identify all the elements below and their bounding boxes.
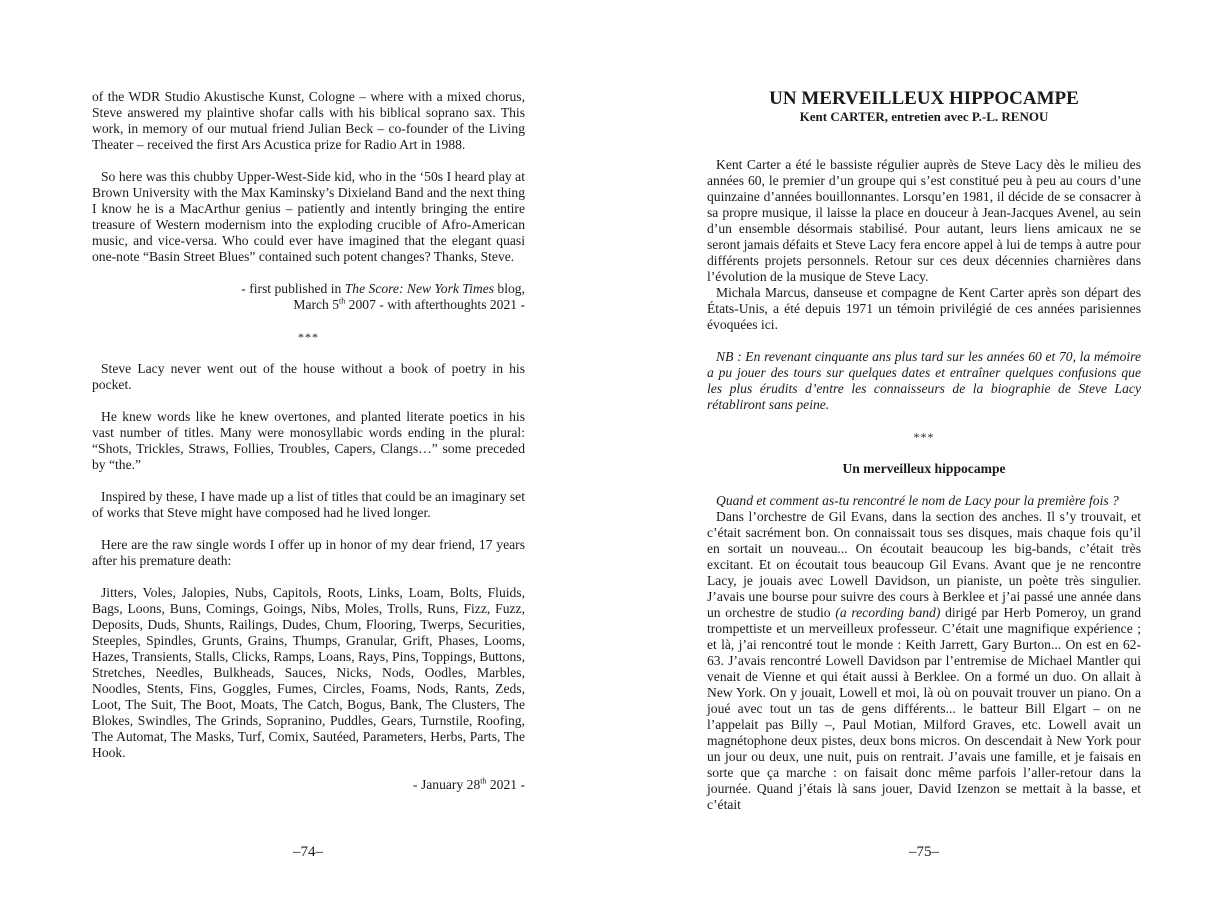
- interview-question: [707, 493, 1141, 509]
- left-page: [92, 0, 525, 912]
- answer-italic: (a recording band): [835, 605, 941, 620]
- credit-prefix: - first published in: [241, 281, 345, 296]
- interview-answer: [707, 509, 1141, 813]
- section-separator: ***: [913, 430, 935, 444]
- paragraph-titles: He knew words like he knew overtones, and planted literate poetics in his vast number of titles. Many were monosyllabic words ending in the plural: “Shots, Trickles, Straws, Follies, Troubles, Capers, Clangs…” some preceded by “the.”: [92, 409, 525, 472]
- word-list: Jitters, Voles, Jalopies, Nubs, Capitols, Roots, Links, Loam, Bolts, Fluids, Bags, Loons, Buns, Comings, Goings, Nibs, Moles, Trolls, Runs, Fizz, Fuzz, Deposits, Duds, Shunts, Railings, Dudes, Chum, Flooring, Twerps, Securities, Steeples, Spindles, Grunts, Grains, Thumps, Granular, Grift, Phases, Looms, Hazes, Transients, Stalls, Clicks, Ramps, Loans, Rays, Pins, Toppings, Buttons, Stretches, Needles, Bulkheads, Sauces, Nicks, Nods, Oodles, Marbles, Noodles, Stents, Fins, Goggles, Fumes, Circles, Foams, Nods, Rants, Zeds, Loot, The Suit, The Boot, Moats, The Catch, Bogus, Bank, The Clusters, The Blokes, Swindles, The Grinds, Sopranino, Puddles, Gears, Turnstile, Roofing, The Automat, The Masks, Turf, Comix, Sautéed, Parameters, Herbs, Parts, The Hook.: [92, 585, 525, 760]
- answer-text-2: dirigé par Herb Pomeroy, un grand trompettiste et un merveilleux professeur. C’était une magnifique expérience ; et là, j’ai rencontré tout le monde : Keith Jarrett, Gary Burton... On est en 62-63. J’avais rencontré Lowell Davidson par l’entremise de Michael Mantler qui venait de Vienne et qui était aussi à Berklee. On a formé un duo. On allait à New York. On y jouait, Lowell et moi, là où on pouvait trouver un piano. On a joué avec tout un tas de gens différents... le batteur Bill Elgart – on ne l’appelait pas Billy –, Paul Motian, Milford Graves, etc. Lowell avait un magnétophone deux pistes, deux bons micros. On descendait à New York pour un jour ou deux, une nuit, puis on rentrait. J’avais une famille, et je faisais en sorte que ça marche : on faisait donc même parfois l’aller-retour dans la journée. Quand j’étais là sans jouer, David Izenzon se mettait à la basse, et c’était: [707, 605, 1142, 812]
- paragraph-continued: of the WDR Studio Akustische Kunst, Cologne – where with a mixed chorus, Steve answered my plaintive shofar calls with his biblical soprano sax. This work, in memory of our mutual friend Julian Beck – co-founder of the Living Theater – received the first Ars Acustica prize for Radio Art in 1988.: [92, 89, 525, 152]
- dateline-rest: 2021 -: [486, 777, 525, 792]
- editor-note-text: NB : En revenant cinquante ans plus tard sur les années 60 et 70, la mémoire a pu jouer des tours sur quelques dates et entraîner quelques confusions que les plus érudits d’entre les connaisseurs de la biographie de Steve Lacy rétabliront sans peine.: [707, 349, 1141, 412]
- dateline: [92, 777, 525, 793]
- credit-date-sup: th: [339, 296, 346, 306]
- credit-suffix: blog,: [494, 281, 525, 296]
- page-number-left: –74–: [293, 844, 323, 860]
- article-title: UN MERVEILLEUX HIPPOCAMPE: [769, 88, 1079, 109]
- section-separator: ***: [298, 330, 319, 344]
- article-subtitle: Kent CARTER, entretien avec P.-L. RENOU: [799, 109, 1049, 124]
- question-text: Quand et comment as-tu rencontré le nom de Lacy pour la première fois ?: [716, 493, 1119, 508]
- paragraph-poetry: Steve Lacy never went out of the house without a book of poetry in his pocket.: [92, 361, 525, 392]
- credit-date: March 5: [293, 297, 340, 312]
- section-heading: Un merveilleux hippocampe: [842, 461, 1006, 476]
- left-text-column: [92, 89, 525, 793]
- publication-credit: [92, 281, 525, 313]
- right-page: [707, 0, 1141, 912]
- page-number-right: –75–: [909, 844, 939, 860]
- intro-paragraph-witness: Michala Marcus, danseuse et compagne de Kent Carter après son départ des États-Unis, a été depuis 1971 un témoin privilégié de ces années parisiennes évoquées ici.: [707, 285, 1141, 332]
- credit-publication: The Score: New York Times: [344, 281, 495, 296]
- dateline-month: - January 28: [413, 777, 481, 792]
- credit-date-rest: 2007 - with afterthoughts 2021 -: [345, 297, 525, 312]
- intro-paragraph: Kent Carter a été le bassiste régulier auprès de Steve Lacy dès le milieu des années 60, le premier d’un groupe qui s’est constitué peu à peu au cours d’une quinzaine d’années bouillonnantes. Lorsqu’en 1981, il décide de se consacrer à sa propre musique, il laisse la place en douceur à Jean-Jacques Avenel, au sein d’un ensemble désormais stabilisé. Pour autant, leurs liens amicaux ne se seront jamais défaits et Steve Lacy fera encore appel à lui de temps à autre pour différents projets personnels. Retour sur ces deux décennies charnières dans l’évolution de la musique de Steve Lacy.: [707, 157, 1141, 284]
- paragraph-inspired: Inspired by these, I have made up a list of titles that could be an imaginary set of works that Steve might have composed had he lived longer.: [92, 489, 525, 520]
- paragraph-tribute: So here was this chubby Upper-West-Side kid, who in the ‘50s I heard play at Brown University with the Max Kaminsky’s Dixieland Band and the next thing I know he is a MacArthur genius – patiently and intently bringing the entire treasure of Western modernism into the exploding crucible of Afro-American music, and vice-versa. Who could ever have imagined that the elegant quasi one-note “Basin Street Blues” contained such potent changes? Thanks, Steve.: [92, 169, 525, 264]
- answer-text-1: Dans l’orchestre de Gil Evans, dans la section des anches. Il s’y trouvait, et c’était sacrément bon. On connaissait tous ses disques, mais chaque fois qu’il en sortait un nouveau... On écoutait beaucoup les big-bands, c’était très excitant. Et on écoutait tous beaucoup Gil Evans. Avant que je ne rencontre Lacy, je jouais avec Lowell Davidson, un pianiste, un poète très singulier. J’avais une bourse pour suivre des cours à Berklee et j’ai passé une année dans un orchestre de studio: [707, 509, 1141, 620]
- right-text-column: [707, 89, 1141, 813]
- paragraph-raw-words: Here are the raw single words I offer up in honor of my dear friend, 17 years after his premature death:: [92, 537, 525, 568]
- editor-note: [707, 349, 1141, 413]
- dateline-sup: th: [480, 776, 487, 786]
